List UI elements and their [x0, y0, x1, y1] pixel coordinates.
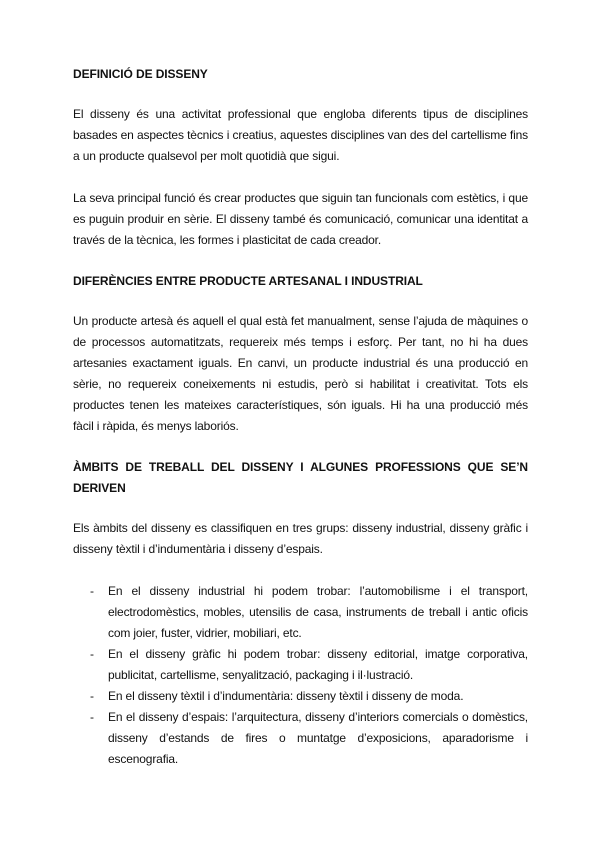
document-page [73, 64, 528, 770]
heading-differences: DIFERÈNCIES ENTRE PRODUCTE ARTESANAL I INDUSTRIAL [73, 274, 423, 288]
list-item [73, 707, 528, 770]
paragraph-definition-2: La seva principal funció és crear productes que siguin tan funcionals com estètics, i que es puguin produir en sèrie. El disseny també és comunicació, comunicar una identitat a través de la tècnica, les formes i plasticitat de cada creador. [73, 191, 528, 247]
list-item [73, 644, 528, 686]
list-item-text: En el disseny tèxtil i d’indumentària: disseny tèxtil i disseny de moda. [108, 689, 464, 703]
paragraph-differences-1: Un producte artesà és aquell el qual està fet manualment, sense l’ajuda de màquines o de processos automatitzats, requereix més temps i esforç. Per tant, no hi ha dues artesanies exactament iguals. En canvi, un producte industrial és una producció en sèrie, no requereix coneixements ni estudis, però si habilitat i creativitat. Tots els productes tenen les mateixes característiques, són iguals. Hi ha una producció més fàcil i ràpida, és menys laboriós. [73, 314, 528, 433]
list-item-text: En el disseny industrial hi podem trobar: l’automobilisme i el transport, electrodomèstics, mobles, utensilis de casa, instruments de treball i antic oficis com joier, fuster, vidrier, mobiliari, etc. [108, 584, 528, 640]
heading-definition: DEFINICIÓ DE DISSENY [73, 67, 208, 81]
heading-fields: ÀMBITS DE TREBALL DEL DISSENY I ALGUNES PROFESSIONS QUE SE’N DERIVEN [73, 460, 528, 495]
list-item-text: En el disseny gràfic hi podem trobar: disseny editorial, imatge corporativa, publicitat, cartellisme, senyalització, packaging i il·lustració. [108, 647, 528, 682]
dash-bullet: - [90, 584, 94, 598]
paragraph-definition-1: El disseny és una activitat professional que engloba diferents tipus de disciplines basades en aspectes tècnics i creatius, aquestes disciplines van des del cartellisme fins a un producte qualsevol per molt quotidià que sigui. [73, 107, 528, 163]
dash-bullet: - [90, 647, 94, 661]
dash-bullet: - [90, 710, 94, 724]
list-item-text: En el disseny d’espais: l’arquitectura, disseny d’interiors comercials o domèstics, disseny d’estands de fires o muntatge d’exposicions, aparadorisme i escenografia. [108, 710, 528, 766]
fields-list [73, 581, 528, 770]
list-item [73, 581, 528, 644]
paragraph-fields-intro: Els àmbits del disseny es classifiquen en tres grups: disseny industrial, disseny gràfic i disseny tèxtil i d’indumentària i disseny d’espais. [73, 521, 528, 556]
dash-bullet: - [90, 689, 94, 703]
list-item [73, 686, 528, 707]
